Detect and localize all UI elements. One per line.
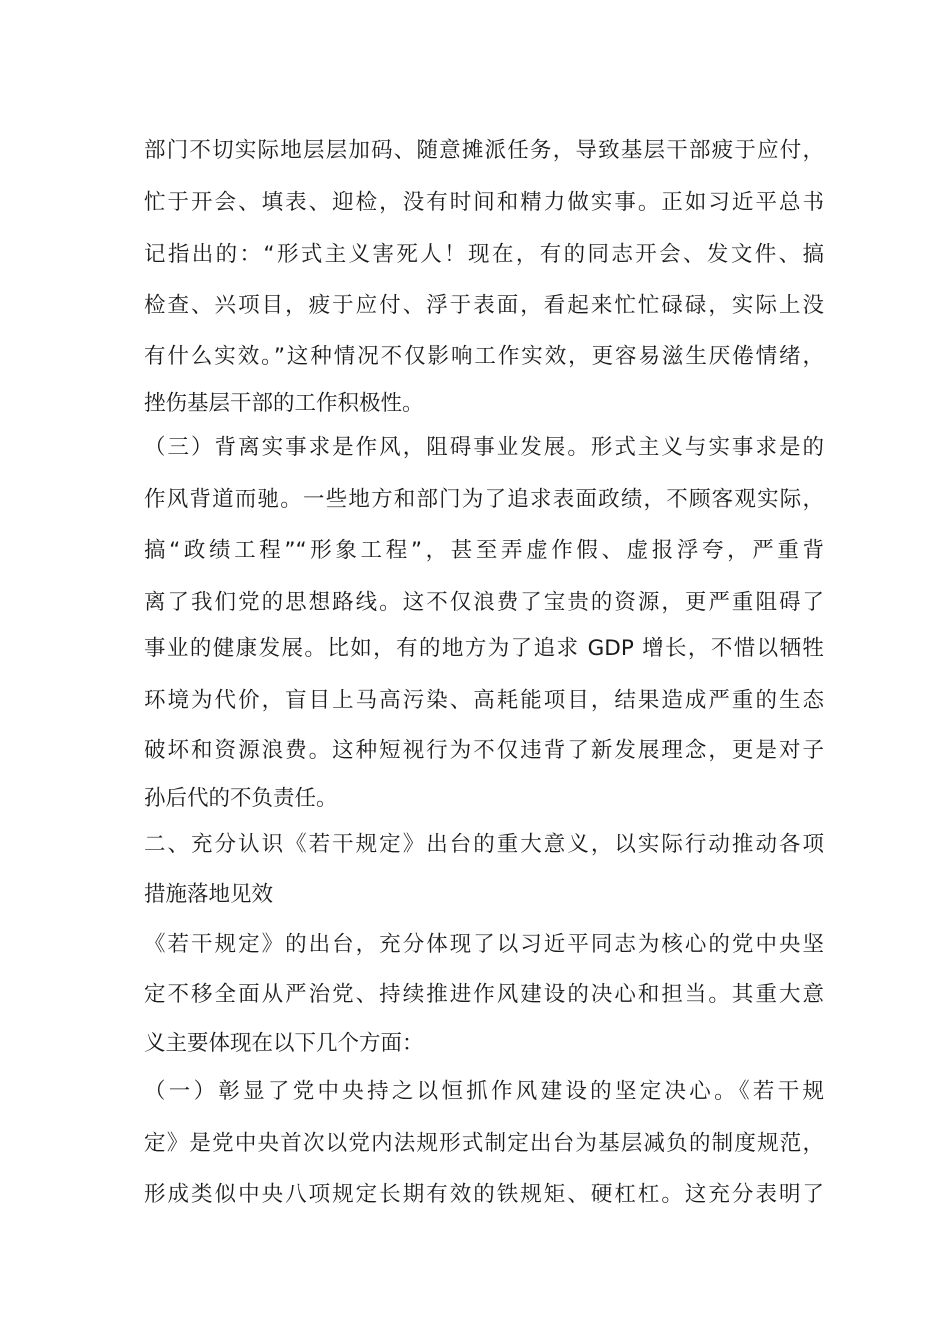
text-line: 定》是党中央首次以党内法规形式制定出台为基层减负的制度规范， <box>144 1131 824 1156</box>
text-line: 形成类似中央八项规定长期有效的铁规矩、硬杠杠。这充分表明了 <box>144 1182 824 1207</box>
text-line: 忙于开会、填表、迎检，没有时间和精力做实事。正如习近平总书 <box>144 190 824 215</box>
text-line: 义主要体现在以下几个方面： <box>144 1031 424 1056</box>
text-line: 作风背道而驰。一些地方和部门为了追求表面政绩，不顾客观实际， <box>144 487 824 512</box>
section-heading: 措施落地见效 <box>144 882 274 907</box>
text-line: 挫伤基层干部的工作积极性。 <box>144 391 424 416</box>
text-line: 离了我们党的思想路线。这不仅浪费了宝贵的资源，更严重阻碍了 <box>144 590 824 615</box>
text-line: 《若干规定》的出台，充分体现了以习近平同志为核心的党中央坚 <box>144 932 824 957</box>
text-line: 破坏和资源浪费。这种短视行为不仅违背了新发展理念，更是对子 <box>144 738 824 763</box>
text-line: 孙后代的不负责任。 <box>144 786 338 811</box>
text-line: 定不移全面从严治党、持续推进作风建设的决心和担当。其重大意 <box>144 982 824 1007</box>
text-line: 搞“政绩工程”“形象工程”，甚至弄虚作假、虚报浮夸，严重背 <box>144 538 824 563</box>
text-line: （一）彰显了党中央持之以恒抓作风建设的坚定决心。《若干规 <box>144 1079 824 1104</box>
text-line: 部门不切实际地层层加码、随意摊派任务，导致基层干部疲于应付， <box>144 138 824 163</box>
text-line: 环境为代价，盲目上马高污染、高耗能项目，结果造成严重的生态 <box>144 688 824 713</box>
text-line: （三）背离实事求是作风，阻碍事业发展。形式主义与实事求是的 <box>144 435 824 460</box>
text-line: 记指出的：“形式主义害死人！现在，有的同志开会、发文件、搞 <box>144 242 824 267</box>
text-line: 检查、兴项目，疲于应付、浮于表面，看起来忙忙碌碌，实际上没 <box>144 293 824 318</box>
text-line: 有什么实效。”这种情况不仅影响工作实效，更容易滋生厌倦情绪， <box>144 344 824 369</box>
text-line: 事业的健康发展。比如，有的地方为了追求 GDP 增长，不惜以牺牲 <box>144 636 824 661</box>
section-heading: 二、充分认识《若干规定》出台的重大意义，以实际行动推动各项 <box>144 832 824 857</box>
